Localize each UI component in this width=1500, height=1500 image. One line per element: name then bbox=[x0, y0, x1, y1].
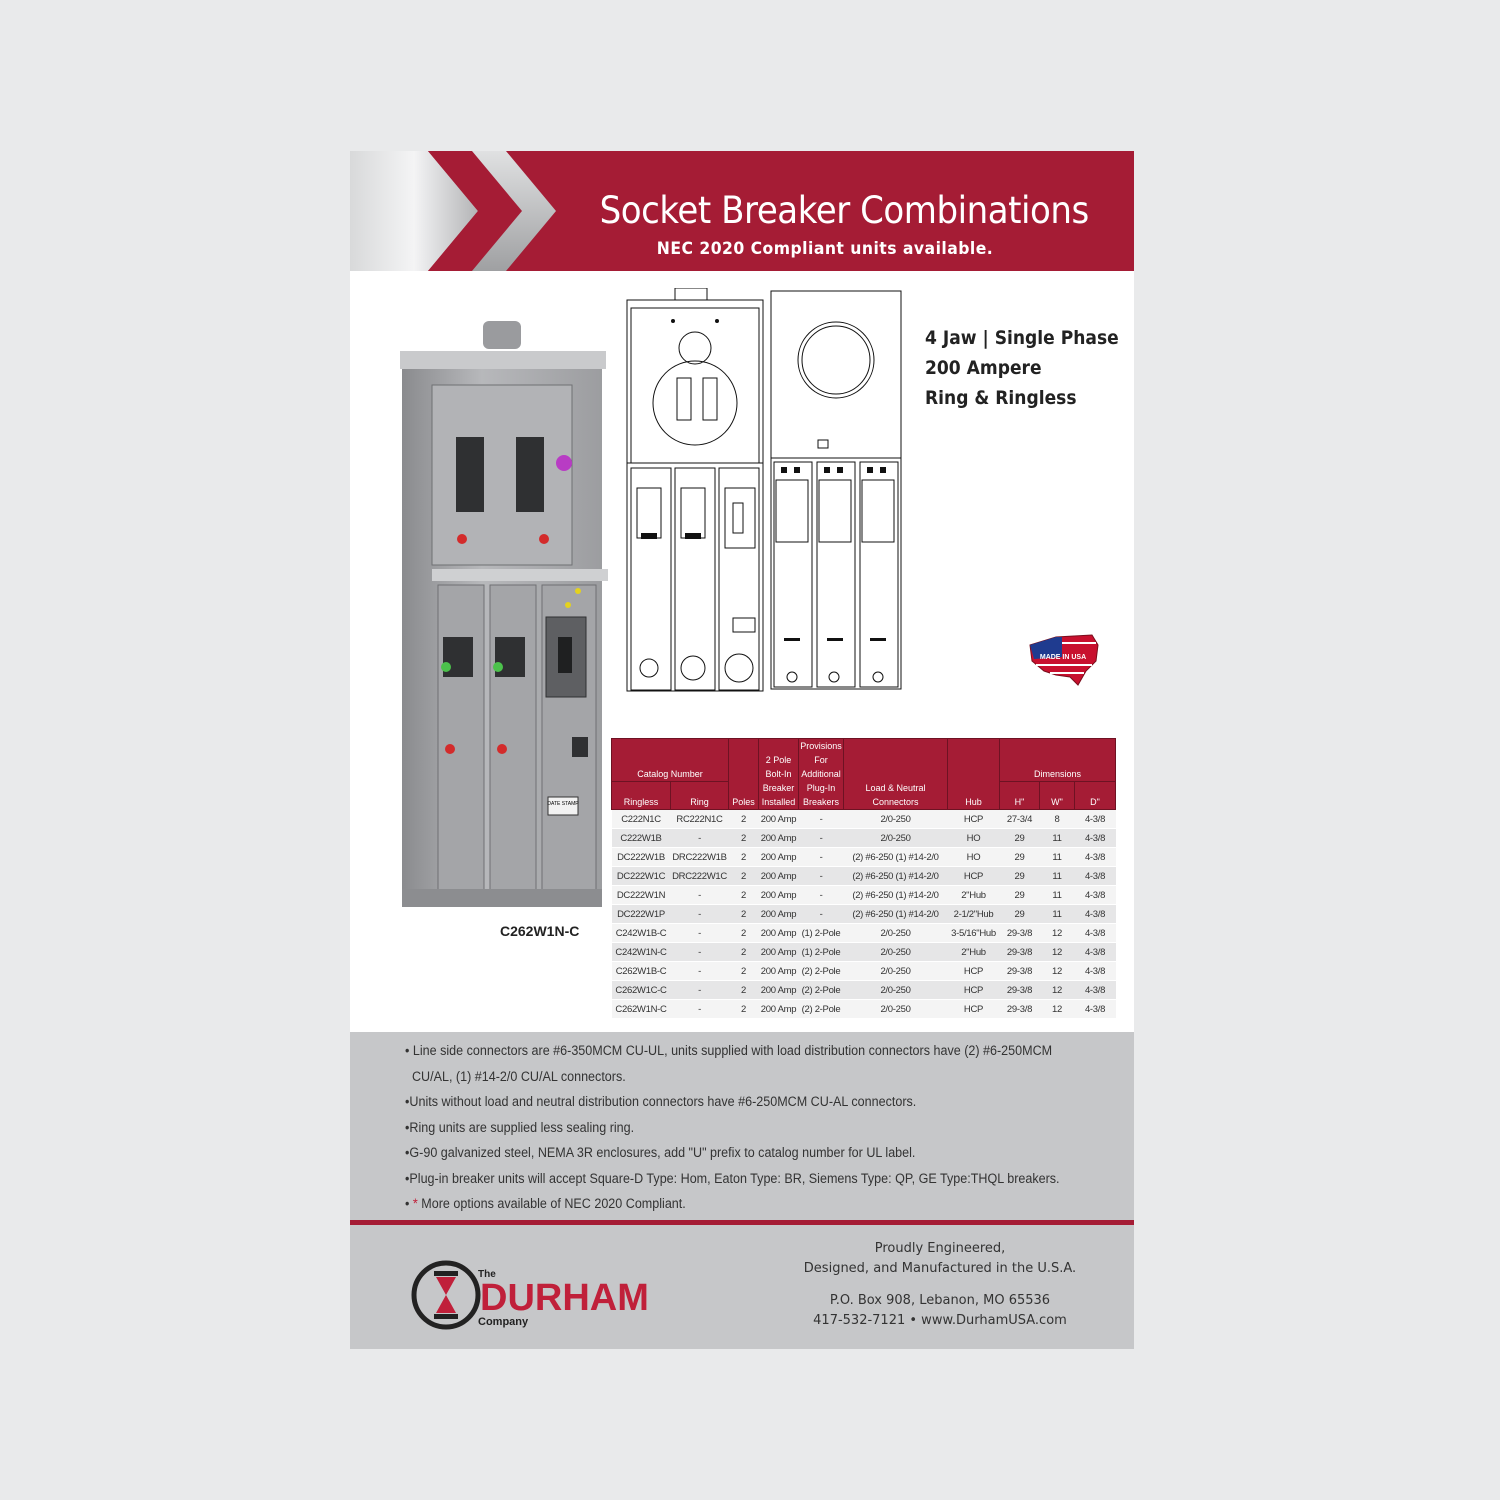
cell-hub: 2"Hub bbox=[948, 886, 1000, 905]
cell-breaker: 200 Amp bbox=[759, 981, 799, 1000]
cell-h: 29-3/8 bbox=[1000, 962, 1040, 981]
cell-ring: DRC222W1C bbox=[671, 867, 729, 886]
product-photo bbox=[398, 317, 608, 912]
cell-ring: - bbox=[671, 943, 729, 962]
note-item bbox=[405, 1191, 1083, 1217]
cell-h: 29-3/8 bbox=[1000, 981, 1040, 1000]
contact-info bbox=[780, 1291, 1100, 1331]
note-item bbox=[405, 1115, 1083, 1141]
notes-panel bbox=[350, 1032, 1134, 1220]
cell-ring: RC222N1C bbox=[671, 810, 729, 829]
cell-w: 12 bbox=[1040, 962, 1075, 981]
footer bbox=[350, 1225, 1134, 1349]
cell-ringless: C242W1B-C bbox=[612, 924, 671, 943]
cell-poles: 2 bbox=[729, 886, 759, 905]
note-star: * bbox=[412, 1196, 418, 1211]
cell-poles: 2 bbox=[729, 829, 759, 848]
front-cover-drawing bbox=[770, 290, 902, 690]
note-item bbox=[405, 1089, 1083, 1115]
spec-list bbox=[925, 323, 1119, 413]
cell-w: 12 bbox=[1040, 1000, 1075, 1019]
cell-hub: 3-5/16"Hub bbox=[948, 924, 1000, 943]
cell-h: 29-3/8 bbox=[1000, 924, 1040, 943]
cell-d: 4-3/8 bbox=[1075, 962, 1116, 981]
cell-w: 12 bbox=[1040, 981, 1075, 1000]
cell-breaker: 200 Amp bbox=[759, 886, 799, 905]
product-sheet bbox=[350, 151, 1134, 1349]
tagline-line-1: Proudly Engineered, bbox=[874, 1241, 1006, 1256]
cell-poles: 2 bbox=[729, 943, 759, 962]
note-bullet: • bbox=[405, 1094, 410, 1109]
table-row bbox=[612, 810, 1116, 829]
cell-hub: HCP bbox=[948, 867, 1000, 886]
tagline-line-2: Designed, and Manufactured in the U.S.A. bbox=[803, 1261, 1077, 1276]
table-row bbox=[612, 981, 1116, 1000]
cell-ringless: DC222W1C bbox=[612, 867, 671, 886]
note-item bbox=[405, 1038, 1083, 1064]
catalog-table bbox=[611, 738, 1116, 1019]
note-text: Plug-in breaker units will accept Square-D Type: Hom, Eaton Type: BR, Siemens Type: QP, GE Type:THQL breakers. bbox=[409, 1170, 1060, 1186]
spec-ring: Ring & Ringless bbox=[925, 387, 1077, 409]
logo-company: Company bbox=[478, 1316, 529, 1328]
cell-provisions: (1) 2-Pole bbox=[799, 943, 844, 962]
cell-ringless: C262W1B-C bbox=[612, 962, 671, 981]
logo-the: The bbox=[478, 1269, 496, 1280]
cell-load: (2) #6-250 (1) #14-2/0 bbox=[844, 886, 948, 905]
cell-ring: - bbox=[671, 924, 729, 943]
note-item bbox=[405, 1140, 1083, 1166]
cell-provisions: - bbox=[799, 829, 844, 848]
notes-list bbox=[350, 1032, 1134, 1217]
cell-breaker: 200 Amp bbox=[759, 943, 799, 962]
note-bullet: • bbox=[405, 1145, 410, 1160]
cell-load: 2/0-250 bbox=[844, 810, 948, 829]
table-row bbox=[612, 867, 1116, 886]
note-text: Ring units are supplied less sealing ring. bbox=[409, 1119, 635, 1135]
cell-hub: 2"Hub bbox=[948, 943, 1000, 962]
cell-provisions: - bbox=[799, 886, 844, 905]
cell-poles: 2 bbox=[729, 848, 759, 867]
table-row bbox=[612, 962, 1116, 981]
cell-load: 2/0-250 bbox=[844, 1000, 948, 1019]
cell-provisions: (2) 2-Pole bbox=[799, 1000, 844, 1019]
cell-provisions: - bbox=[799, 905, 844, 924]
cell-ringless: DC222W1B bbox=[612, 848, 671, 867]
cell-h: 29 bbox=[1000, 829, 1040, 848]
cell-load: 2/0-250 bbox=[844, 962, 948, 981]
header-dimensions: Dimensions bbox=[1000, 739, 1116, 782]
cell-d: 4-3/8 bbox=[1075, 981, 1116, 1000]
cell-ringless: C262W1N-C bbox=[612, 1000, 671, 1019]
cell-provisions: - bbox=[799, 810, 844, 829]
cell-d: 4-3/8 bbox=[1075, 848, 1116, 867]
header-load-neutral: Load & Neutral Connectors bbox=[844, 739, 948, 810]
table-row bbox=[612, 886, 1116, 905]
cell-hub: HCP bbox=[948, 962, 1000, 981]
cell-provisions: (2) 2-Pole bbox=[799, 981, 844, 1000]
note-bullet: • bbox=[405, 1170, 410, 1186]
header-ringless: Ringless bbox=[612, 782, 671, 810]
cell-poles: 2 bbox=[729, 810, 759, 829]
table-row bbox=[612, 943, 1116, 962]
cell-poles: 2 bbox=[729, 924, 759, 943]
cell-ringless: C242W1N-C bbox=[612, 943, 671, 962]
page-subtitle: NEC 2020 Compliant units available. bbox=[656, 239, 994, 259]
header-depth: D" bbox=[1075, 782, 1116, 810]
cell-w: 11 bbox=[1040, 886, 1075, 905]
page-title: Socket Breaker Combinations bbox=[599, 189, 1089, 232]
table-row bbox=[612, 1000, 1116, 1019]
note-bullet: • bbox=[405, 1196, 413, 1211]
cell-breaker: 200 Amp bbox=[759, 810, 799, 829]
badge-text: MADE IN USA bbox=[1039, 654, 1087, 661]
cell-d: 4-3/8 bbox=[1075, 1000, 1116, 1019]
cell-provisions: (2) 2-Pole bbox=[799, 962, 844, 981]
cell-load: 2/0-250 bbox=[844, 924, 948, 943]
cell-ring: - bbox=[671, 886, 729, 905]
cell-ring: - bbox=[671, 1000, 729, 1019]
cell-d: 4-3/8 bbox=[1075, 867, 1116, 886]
note-text: Units without load and neutral distribution connectors have #6-250MCM CU-AL connectors. bbox=[409, 1094, 917, 1109]
cell-load: (2) #6-250 (1) #14-2/0 bbox=[844, 905, 948, 924]
date-stamp-label: DATE STAMP bbox=[547, 801, 579, 807]
catalog-table-body bbox=[612, 810, 1116, 1019]
cell-provisions: (1) 2-Pole bbox=[799, 924, 844, 943]
cell-ring: - bbox=[671, 829, 729, 848]
cell-hub: HO bbox=[948, 848, 1000, 867]
table-row bbox=[612, 829, 1116, 848]
header-hub: Hub bbox=[948, 739, 1000, 810]
cell-poles: 2 bbox=[729, 981, 759, 1000]
header-width: W" bbox=[1040, 782, 1075, 810]
cell-ringless: DC222W1N bbox=[612, 886, 671, 905]
cell-d: 4-3/8 bbox=[1075, 810, 1116, 829]
cell-breaker: 200 Amp bbox=[759, 867, 799, 886]
note-text: More options available of NEC 2020 Compliant. bbox=[417, 1196, 686, 1211]
logo-durham: DURHAM bbox=[480, 1277, 649, 1319]
cell-load: (2) #6-250 (1) #14-2/0 bbox=[844, 848, 948, 867]
cell-ringless: DC222W1P bbox=[612, 905, 671, 924]
made-in-usa-badge bbox=[1026, 631, 1100, 689]
tagline bbox=[780, 1239, 1100, 1279]
cell-d: 4-3/8 bbox=[1075, 924, 1116, 943]
header-poles: Poles bbox=[729, 739, 759, 810]
cell-w: 11 bbox=[1040, 829, 1075, 848]
table-row bbox=[612, 924, 1116, 943]
cell-hub: HCP bbox=[948, 981, 1000, 1000]
cell-h: 29 bbox=[1000, 848, 1040, 867]
photo-caption: C262W1N-C bbox=[500, 923, 580, 939]
cell-breaker: 200 Amp bbox=[759, 829, 799, 848]
cell-breaker: 200 Amp bbox=[759, 1000, 799, 1019]
cell-d: 4-3/8 bbox=[1075, 943, 1116, 962]
cell-poles: 2 bbox=[729, 1000, 759, 1019]
cell-h: 29 bbox=[1000, 886, 1040, 905]
cell-w: 8 bbox=[1040, 810, 1075, 829]
cell-breaker: 200 Amp bbox=[759, 962, 799, 981]
header-banner bbox=[350, 151, 1134, 271]
spec-jaw-phase: 4 Jaw | Single Phase bbox=[925, 327, 1119, 349]
table-row bbox=[612, 905, 1116, 924]
cell-load: 2/0-250 bbox=[844, 943, 948, 962]
cell-h: 29 bbox=[1000, 867, 1040, 886]
cell-w: 11 bbox=[1040, 848, 1075, 867]
note-item bbox=[405, 1166, 1083, 1192]
note-bullet: • bbox=[405, 1043, 410, 1058]
note-text: G-90 galvanized steel, NEMA 3R enclosures, add "U" prefix to catalog number for UL label. bbox=[409, 1145, 916, 1160]
cell-provisions: - bbox=[799, 867, 844, 886]
cell-breaker: 200 Amp bbox=[759, 905, 799, 924]
table-row bbox=[612, 848, 1116, 867]
header-breaker: 2 Pole Bolt-In Breaker Installed bbox=[759, 739, 799, 810]
phone-website: 417-532-7121 • www.DurhamUSA.com bbox=[813, 1313, 1067, 1328]
note-item bbox=[405, 1064, 1083, 1090]
header-catalog-number: Catalog Number bbox=[612, 739, 729, 782]
cell-w: 11 bbox=[1040, 867, 1075, 886]
cell-ringless: C222N1C bbox=[612, 810, 671, 829]
header-ring: Ring bbox=[671, 782, 729, 810]
cell-d: 4-3/8 bbox=[1075, 886, 1116, 905]
cell-w: 11 bbox=[1040, 905, 1075, 924]
cell-poles: 2 bbox=[729, 905, 759, 924]
cell-breaker: 200 Amp bbox=[759, 924, 799, 943]
cell-load: 2/0-250 bbox=[844, 829, 948, 848]
cell-ring: - bbox=[671, 905, 729, 924]
address: P.O. Box 908, Lebanon, MO 65536 bbox=[829, 1293, 1051, 1308]
cell-hub: HO bbox=[948, 829, 1000, 848]
cell-poles: 2 bbox=[729, 867, 759, 886]
note-text: CU/AL, (1) #14-2/0 CU/AL connectors. bbox=[405, 1068, 626, 1084]
front-open-drawing bbox=[625, 288, 765, 693]
cell-ring: - bbox=[671, 962, 729, 981]
cell-load: (2) #6-250 (1) #14-2/0 bbox=[844, 867, 948, 886]
cell-load: 2/0-250 bbox=[844, 981, 948, 1000]
header-height: H" bbox=[1000, 782, 1040, 810]
cell-hub: HCP bbox=[948, 1000, 1000, 1019]
cell-h: 29 bbox=[1000, 905, 1040, 924]
header-provisions: Provisions For Additional Plug-In Breakers bbox=[799, 739, 844, 810]
note-bullet: • bbox=[405, 1119, 410, 1135]
cell-ringless: C262W1C-C bbox=[612, 981, 671, 1000]
cell-w: 12 bbox=[1040, 924, 1075, 943]
cell-d: 4-3/8 bbox=[1075, 829, 1116, 848]
cell-ringless: C222W1B bbox=[612, 829, 671, 848]
cell-h: 27-3/4 bbox=[1000, 810, 1040, 829]
cell-h: 29-3/8 bbox=[1000, 943, 1040, 962]
cell-h: 29-3/8 bbox=[1000, 1000, 1040, 1019]
note-text: Line side connectors are #6-350MCM CU-UL, units supplied with load distribution connectors have (2) #6-250MCM bbox=[409, 1043, 1053, 1058]
cell-breaker: 200 Amp bbox=[759, 848, 799, 867]
cell-provisions: - bbox=[799, 848, 844, 867]
cell-poles: 2 bbox=[729, 962, 759, 981]
cell-hub: 2-1/2"Hub bbox=[948, 905, 1000, 924]
durham-logo bbox=[410, 1255, 700, 1335]
cell-w: 12 bbox=[1040, 943, 1075, 962]
cell-hub: HCP bbox=[948, 810, 1000, 829]
cell-ring: - bbox=[671, 981, 729, 1000]
spec-amperage: 200 Ampere bbox=[925, 357, 1042, 379]
cell-ring: DRC222W1B bbox=[671, 848, 729, 867]
cell-d: 4-3/8 bbox=[1075, 905, 1116, 924]
